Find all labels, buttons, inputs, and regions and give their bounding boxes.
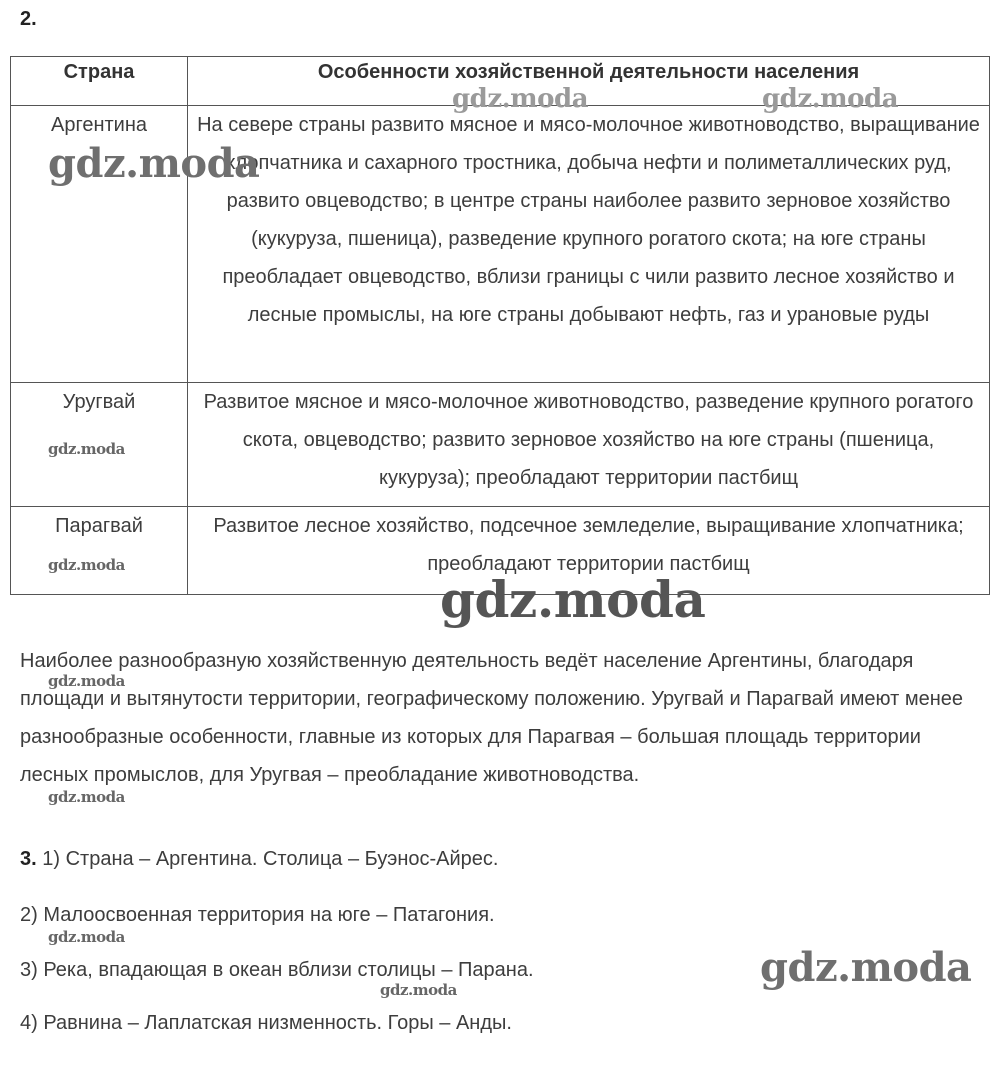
table-row bbox=[11, 383, 990, 507]
section-3-number: 3. bbox=[20, 848, 37, 870]
watermark-logo: gdz.moda bbox=[452, 84, 589, 114]
watermark-logo: gdz.moda bbox=[48, 440, 125, 458]
answer-3: 3) Река, впадающая в океан вблизи столицы – Парана. bbox=[20, 959, 534, 981]
header-country: Страна bbox=[11, 57, 188, 106]
description-uruguay: Развитое мясное и мясо-молочное животноводство, разведение крупного рогатого скота, овцеводство; развито зерновое хозяйство на юге страны (пшеница, кукуруза); преобладают территории пастбищ bbox=[188, 383, 990, 507]
section-2-number: 2. bbox=[20, 8, 37, 30]
header-features: Особенности хозяйственной деятельности населения bbox=[188, 57, 990, 106]
economy-table bbox=[10, 56, 990, 595]
watermark-logo: gdz.moda bbox=[440, 570, 706, 629]
watermark-logo: gdz.moda bbox=[48, 556, 125, 574]
description-argentina: На севере страны развито мясное и мясо-молочное животноводство, выращивание хлопчатника и сахарного тростника, добыча нефти и полиметаллических руд, развито овцеводство; в центре страны наиболее развито зерновое хозяйство (кукуруза, пшеница), разведение крупного рогатого скота; на юге страны преобладает овцеводство, вблизи границы с чили развито лесное хозяйство и лесные промыслы, на юге страны добывают нефть, газ и урановые руды bbox=[188, 106, 990, 383]
country-argentina: Аргентина bbox=[11, 106, 188, 383]
answer-1 bbox=[20, 848, 498, 871]
watermark-logo: gdz.moda bbox=[48, 788, 125, 806]
watermark-logo: gdz.moda bbox=[760, 944, 972, 991]
watermark-logo: gdz.moda bbox=[48, 928, 125, 946]
watermark-logo: gdz.moda bbox=[762, 84, 899, 114]
answer-1-text: 1) Страна – Аргентина. Столица – Буэнос-Айрес. bbox=[42, 848, 499, 870]
description-paraguay: Развитое лесное хозяйство, подсечное земледелие, выращивание хлопчатника; преобладают территории пастбищ bbox=[188, 507, 990, 595]
country-uruguay: Уругвай bbox=[11, 383, 188, 507]
answer-2: 2) Малоосвоенная территория на юге – Патагония. bbox=[20, 904, 495, 926]
watermark-logo: gdz.moda bbox=[48, 140, 260, 187]
answer-4: 4) Равнина – Лаплатская низменность. Горы – Анды. bbox=[20, 1012, 512, 1034]
summary-paragraph: Наиболее разнообразную хозяйственную деятельность ведёт население Аргентины, благодаря площади и вытянутости территории, географическому положению. Уругвай и Парагвай имеют менее разнообразные особенности, главные из которых для Парагвая – большая площадь территории лесных промыслов, для Уругвая – преобладание животноводства. bbox=[20, 650, 963, 786]
watermark-logo: gdz.moda bbox=[380, 981, 457, 999]
watermark-logo: gdz.moda bbox=[48, 672, 125, 690]
country-paraguay: Парагвай bbox=[11, 507, 188, 595]
